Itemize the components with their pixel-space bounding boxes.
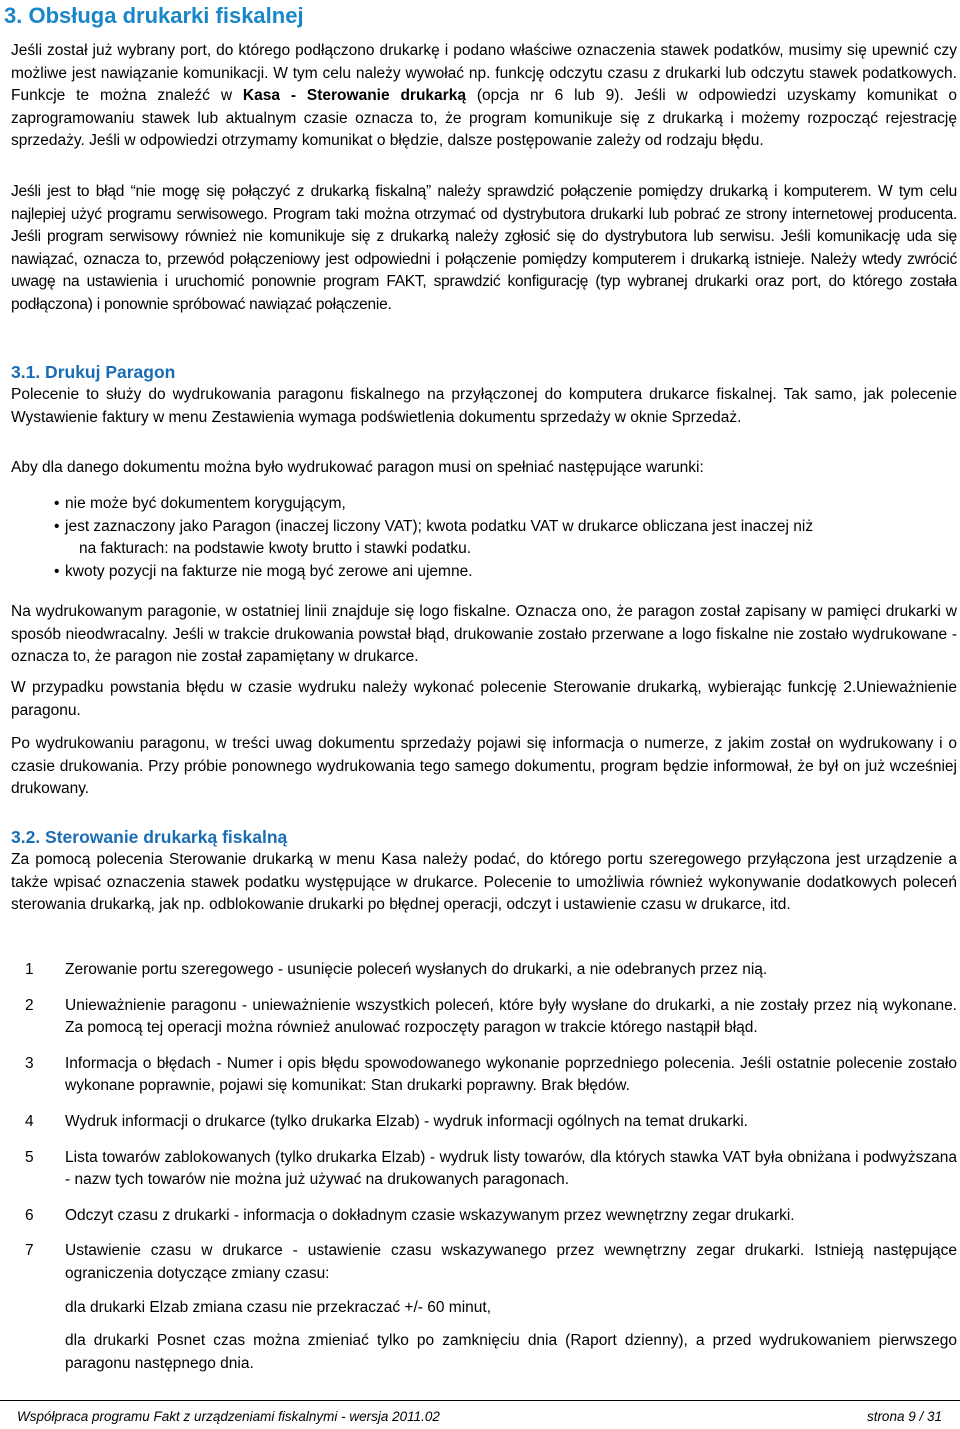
list-item-text: jest zaznaczony jako Paragon (inaczej liczony VAT); kwota podatku VAT w drukarce obliczana jest inaczej niż (65, 517, 814, 535)
list-item-text: Lista towarów zablokowanych (tylko drukarka Elzab) - wydruk listy towarów, dla których stawka VAT była obniżana i podwyższana - nazw tych towarów nie można już używać na drukowanych paragonach. (65, 1148, 957, 1189)
section-3-paragraph-1 (11, 40, 957, 153)
item-7-note-2 (11, 1330, 957, 1375)
section-3-paragraph-2 (11, 181, 957, 317)
list-item-text: Zerowanie portu szeregowego - usunięcie poleceń wysłanych do drukarki, a nie odebranych przez nią. (65, 961, 768, 978)
list-item-text: kwoty pozycji na fakturze nie mogą być zerowe ani ujemne. (65, 562, 473, 580)
paragraph-text: dla drukarki Posnet czas można zmieniać tylko po zamknięciu dnia (Raport dzienny), a przed wydrukowaniem pierwszego paragonu następnego dnia. (65, 1332, 957, 1372)
paragraph-text: Jeśli został już wybrany port, do którego podłączono drukarkę i podano właściwe oznaczenia stawek podatków, musimy się upewnić czy możliwe jest nawiązanie komunikacji. W tym celu należy wywołać np. funkcję odczytu czasu z drukarki lub odczytu stawek podatkowych. Funkcje te można znaleźć w (11, 42, 957, 105)
list-item-text: Ustawienie czasu w drukarce - ustawienie czasu wskazywanego przez wewnętrzny zegar drukarki. Istnieją następujące ograniczenia dotyczące zmiany czasu: (65, 1242, 957, 1282)
page-number: strona 9 / 31 (866, 1409, 942, 1424)
section-3-1-heading-wrap (11, 361, 957, 383)
section-3-2-paragraph-1 (11, 849, 957, 917)
list-item (11, 1053, 957, 1098)
paragraph-text: Polecenie to służy do wydrukowania paragonu fiskalnego na przyłączonej do komputera drukarce fiskalnej. Tak samo, jak polecenie Wystawienie faktury w menu Zestawienia wymaga podświetlenia dokumentu sprzedaży w oknie Sprzedaż. (11, 386, 957, 426)
item-number: 7 (25, 1242, 34, 1260)
section-3-2-heading-wrap (11, 826, 957, 848)
list-item-text: Informacja o błędach - Numer i opis błędu spowodowanego wykonanie poprzedniego polecenia. Jeśli ostatnie polecenie zostało wykonane poprawnie, pojawi się komunikat: Stan drukarki poprawny. Brak błędów. (65, 1054, 957, 1095)
section-3-1-heading: 3.1. Drukuj Paragon (11, 362, 176, 382)
bullet-icon: • (54, 562, 60, 580)
item-number: 3 (25, 1054, 34, 1072)
section-3-heading: 3. Obsługa drukarki fiskalnej (4, 3, 304, 28)
list-item (11, 1111, 957, 1134)
list-item-text: Odczyt czasu z drukarki - informacja o dokładnym czasie wskazywanym przez wewnętrzny zegar drukarki. (65, 1206, 795, 1224)
item-number: 1 (25, 961, 34, 978)
section-3-1-paragraph-2 (11, 457, 957, 480)
list-item (11, 1147, 957, 1192)
paragraph-text: W przypadku powstania błędu w czasie wydruku należy wykonać polecenie Sterowanie drukarką, wybierając funkcję 2.Unieważnienie paragonu. (11, 679, 957, 719)
section-3-1-paragraph-5 (11, 733, 957, 801)
item-number: 4 (25, 1112, 34, 1130)
section-3-2-heading: 3.2. Sterowanie drukarką fiskalną (11, 827, 288, 847)
paragraph-text: Po wydrukowaniu paragonu, w treści uwag dokumentu sprzedaży pojawi się informacja o numerze, z jakim został on wydrukowany i o czasie drukowania. Przy próbie ponownego wydrukowania tego samego dokumentu, program będzie informował, że był on już wcześniej drukowany. (11, 735, 957, 798)
conditions-list (11, 493, 957, 583)
item-number: 6 (25, 1206, 34, 1224)
list-item-text: Wydruk informacji o drukarce (tylko drukarka Elzab) - wydruk informacji ogólnych na temat drukarki. (65, 1112, 748, 1130)
list-item (11, 959, 957, 982)
item-7-note-1 (11, 1297, 957, 1320)
footer-title: Współpraca programu Fakt z urządzeniami fiskalnymi - wersja 2011.02 (17, 1409, 440, 1424)
paragraph-text: Na wydrukowanym paragonie, w ostatniej linii znajduje się logo fiskalne. Oznacza ono, że paragon został zapisany w pamięci drukarki w sposób nieodwracalny. Jeśli w trakcie drukowania powstał błąd, drukowanie zostało przerwane a logo fiskalne nie zostało wydrukowane - oznacza to, że paragon nie został zapamiętany w drukarce. (11, 603, 957, 666)
page-footer (0, 1400, 960, 1423)
list-item (11, 1240, 957, 1285)
list-item (11, 493, 957, 516)
item-number: 2 (25, 996, 34, 1014)
menu-path-bold: Kasa - Sterowanie drukarką (242, 87, 466, 105)
paragraph-text: Jeśli jest to błąd “nie mogę się połączyć z drukarką fiskalną” należy sprawdzić połączenie pomiędzy drukarką i komputerem. W tym celu najlepiej użyć programu serwisowego. Program taki można otrzymać od dystrybutora drukarki lub pobrać ze strony internetowej producenta. Jeśli program serwisowy również nie komunikuje się z drukarką należy zgłosić się do dystrybutora lub serwisu. Jeśli komunikację uda się nawiązać, oznacza to, przewód połączeniowy jest odpowiedni i połączenie pomiędzy komputerem i drukarką istnieje. Należy wtedy zwrócić uwagę na ustawienia i uruchomić ponownie program FAKT, sprawdzić konfigurację (typ wybranej drukarki oraz port, do którego została podłączona) i ponownie spróbować nawiązać połączenie. (11, 183, 957, 313)
section-3-1-paragraph-1 (11, 384, 957, 429)
paragraph-text: Aby dla danego dokumentu można było wydrukować paragon musi on spełniać następujące warunki: (11, 459, 704, 476)
paragraph-text: dla drukarki Elzab zmiana czasu nie przekraczać +/- 60 minut, (65, 1299, 492, 1316)
paragraph-text: (opcja nr 6 lub 9). Jeśli w odpowiedzi uzyskamy komunikat o zaprogramowaniu stawek lub aktualnym czasie oznacza to, że program komunikuje się z drukarką i możemy rozpocząć rejestrację sprzedaży. Jeśli w odpowiedzi otrzymamy komunikat o błędzie, dalsze postępowanie zależy od rodzaju błędu. (11, 87, 957, 150)
list-item (11, 995, 957, 1040)
section-3-1-paragraph-3 (11, 601, 957, 669)
list-item (11, 516, 957, 561)
bullet-icon: • (54, 495, 60, 512)
list-item-text: nie może być dokumentem korygującym, (65, 495, 346, 512)
item-number: 5 (25, 1148, 34, 1166)
list-item (11, 1205, 957, 1228)
list-item-text: Unieważnienie paragonu - unieważnienie wszystkich poleceń, które były wysłane do drukarki, a nie zostały przez nią wykonane. Za pomocą tej operacji można również anulować rozpoczęty paragon w trakcie którego nastąpił błąd. (65, 996, 957, 1037)
paragraph-text: Za pomocą polecenia Sterowanie drukarką w menu Kasa należy podać, do którego portu szeregowego przyłączona jest urządzenie a także wpisać oznaczenia stawek podatku występujące w drukarce. Polecenie to umożliwia również wykonywanie dodatkowych poleceń sterowania drukarką, jak np. odblokowanie drukarki po błędnej operacji, odczyt i ustawienie czasu w drukarce, itd. (11, 851, 957, 914)
commands-list (11, 959, 957, 1286)
list-item-continuation: na fakturach: na podstawie kwoty brutto i stawki podatku. (79, 540, 472, 558)
list-item (11, 561, 957, 584)
section-3-1-paragraph-4 (11, 677, 957, 722)
bullet-icon: • (54, 517, 60, 535)
